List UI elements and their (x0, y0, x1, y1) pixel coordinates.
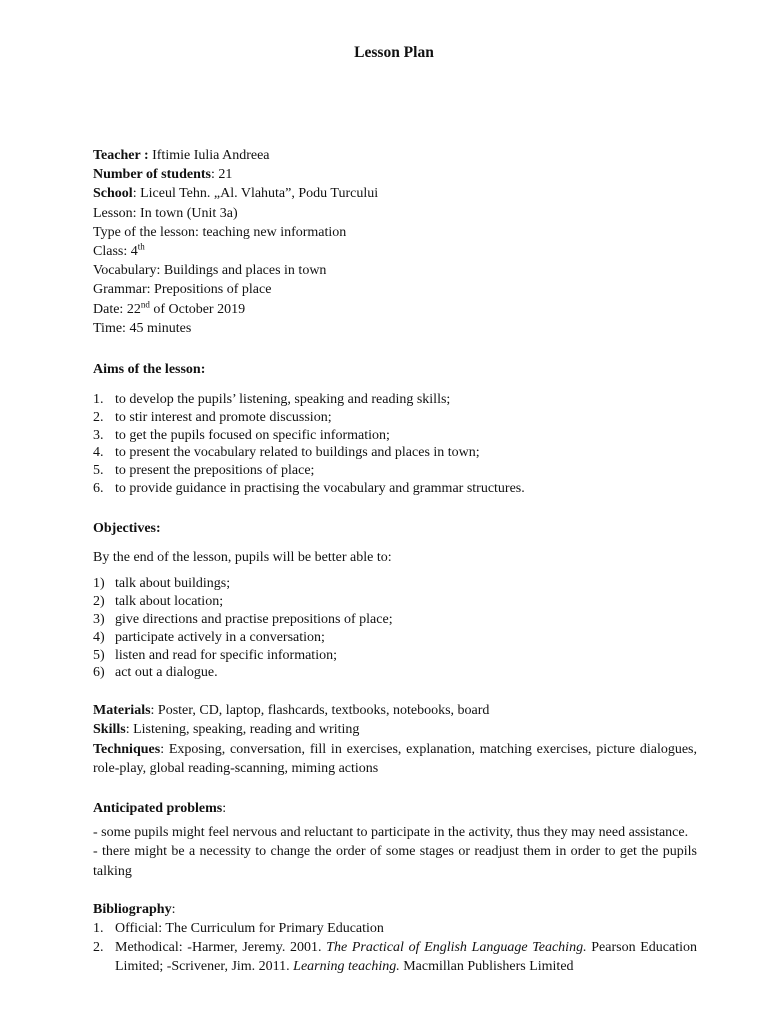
skills-label: Skills (93, 722, 126, 738)
bibliography-heading-text: Bibliography (93, 902, 172, 917)
list-item (93, 427, 697, 445)
students-value: : 21 (210, 167, 233, 183)
list-item-text: to provide guidance in practising the vocabulary and grammar structures. (115, 481, 525, 497)
objectives-intro: By the end of the lesson, pupils will be better able to: (93, 549, 392, 565)
list-item-number: 1) (93, 576, 105, 592)
time-line: Time: 45 minutes (93, 320, 192, 336)
list-item (93, 462, 697, 480)
bibliography-item-number: 1. (93, 921, 104, 936)
aims-list (93, 391, 697, 498)
bibliography-item-title-1: The Practical of English Language Teaching. (326, 940, 587, 956)
school-label: School (93, 186, 133, 202)
list-item-text: to present the prepositions of place; (115, 463, 315, 479)
list-item-text: participate actively in a conversation; (115, 629, 325, 645)
problem-item: - some pupils might feel nervous and reluctant to participate in the activity, thus they may need assistance. (93, 824, 689, 840)
techniques-label: Techniques (93, 741, 161, 757)
list-item-text: to get the pupils focused on specific information; (115, 427, 390, 443)
list-item-text: listen and read for specific information; (115, 647, 337, 663)
date-line (93, 300, 697, 319)
list-item (93, 664, 697, 682)
list-item-number: 1. (93, 392, 104, 408)
teacher-line (93, 146, 697, 165)
list-item-number: 4. (93, 445, 104, 461)
page-title: Lesson Plan (354, 44, 434, 61)
materials-section (93, 701, 697, 778)
grammar-line: Grammar: Prepositions of place (93, 282, 272, 298)
techniques-value: : Exposing, conversation, fill in exercises, explanation, matching exercises, picture dialogues, role-play, global reading-scanning, miming actions (93, 741, 697, 776)
objectives-heading: Objectives: (93, 520, 161, 536)
bibliography-heading-colon: : (171, 902, 176, 917)
bibliography-item-title-2: Learning teaching. (293, 959, 400, 975)
school-value: : Liceul Tehn. „Al. Vlahuta”, Podu Turcului (132, 186, 379, 202)
bibliography-item-text: Official: The Curriculum for Primary Education (115, 921, 384, 936)
problems-heading-colon: : (222, 800, 227, 816)
list-item (93, 647, 697, 665)
problem-item: - there might be a necessity to change the order of some stages or readjust them in order to get the pupils talking (93, 844, 697, 879)
problems-heading (93, 799, 697, 818)
list-item-number: 3) (93, 611, 105, 627)
list-item-number: 6) (93, 665, 105, 681)
document-body (93, 146, 697, 977)
bibliography-item-number: 2. (93, 940, 104, 956)
class-text: Class: 4 (93, 244, 138, 260)
list-item-text: talk about buildings; (115, 576, 231, 592)
materials-label: Materials (93, 703, 151, 719)
school-line (93, 184, 697, 203)
date-superscript: nd (140, 298, 150, 309)
list-item-text: to develop the pupils’ listening, speaking and reading skills; (115, 392, 451, 408)
list-item (93, 444, 697, 462)
problems-section (93, 799, 697, 882)
class-superscript: th (137, 241, 145, 252)
list-item (93, 575, 697, 593)
list-item-text: to present the vocabulary related to buildings and places in town; (115, 445, 480, 461)
list-item (93, 611, 697, 629)
list-item-text: act out a dialogue. (115, 665, 218, 681)
list-item (93, 391, 697, 409)
list-item (93, 409, 697, 427)
bibliography-item-text-c: Pearson Education Limited; -Scrivener, Jim. 2011. (115, 940, 697, 975)
objectives-section (93, 519, 697, 682)
aims-heading: Aims of the lesson: (93, 362, 206, 378)
class-line (93, 242, 697, 261)
materials-line (93, 701, 697, 720)
list-item-number: 5. (93, 463, 104, 479)
list-item-number: 2. (93, 409, 104, 425)
problems-heading-text: Anticipated problems (93, 800, 223, 816)
bibliography-heading (93, 900, 697, 919)
skills-line (93, 720, 697, 739)
bibliography-item (93, 938, 697, 976)
list-item-number: 6. (93, 481, 104, 497)
list-item-text: talk about location; (115, 594, 224, 610)
bibliography-item-text-e: Macmillan Publishers Limited (399, 959, 574, 975)
materials-value: : Poster, CD, laptop, flashcards, textbooks, notebooks, board (150, 703, 490, 719)
list-item (93, 593, 697, 611)
list-item (93, 629, 697, 647)
list-item-number: 2) (93, 594, 105, 610)
lesson-info (93, 146, 697, 338)
bibliography-list (93, 919, 697, 977)
date-suffix: of October 2019 (149, 301, 246, 317)
problems-list (93, 823, 697, 882)
list-item (93, 480, 697, 498)
lesson-line: Lesson: In town (Unit 3a) (93, 205, 238, 221)
vocabulary-line: Vocabulary: Buildings and places in town (93, 263, 327, 279)
teacher-value: Iftimie Iulia Andreea (148, 148, 270, 163)
techniques-paragraph (93, 740, 697, 779)
bibliography-section (93, 900, 697, 977)
list-item-text: to stir interest and promote discussion; (115, 409, 332, 425)
aims-section (93, 360, 697, 498)
bibliography-item-text-a: Methodical: -Harmer, Jeremy. 2001. (115, 940, 327, 956)
objectives-list (93, 575, 697, 682)
students-label: Number of students (93, 167, 211, 183)
list-item-number: 3. (93, 427, 104, 443)
skills-value: : Listening, speaking, reading and writing (125, 722, 360, 738)
date-prefix: Date: 22 (93, 301, 141, 317)
students-line (93, 165, 697, 184)
list-item-number: 5) (93, 647, 105, 663)
teacher-label: Teacher : (93, 148, 149, 163)
bibliography-item (93, 919, 697, 938)
lesson-type-line: Type of the lesson: teaching new information (93, 224, 347, 240)
list-item-text: give directions and practise prepositions of place; (115, 611, 393, 627)
list-item-number: 4) (93, 629, 105, 645)
